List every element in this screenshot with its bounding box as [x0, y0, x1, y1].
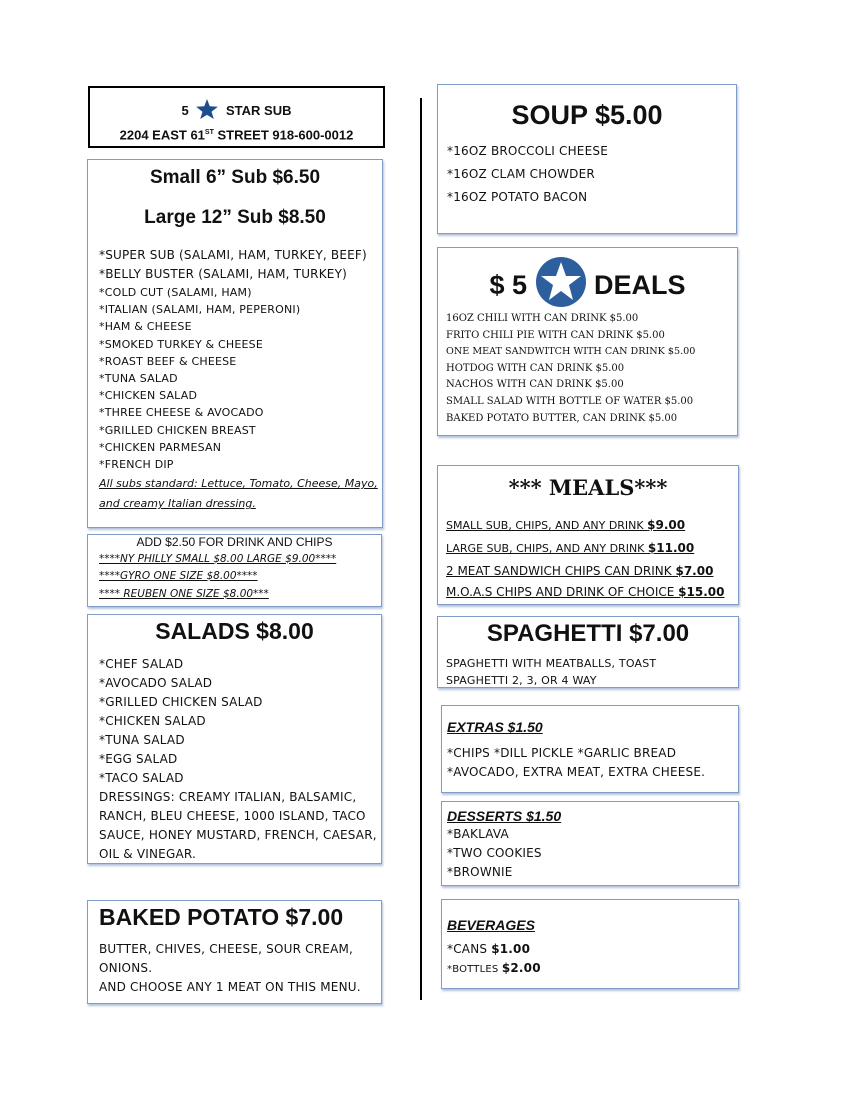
address-b: STREET 918-600-0012: [213, 127, 354, 143]
salad-item: *AVOCADO SALAD: [99, 676, 213, 690]
spaghetti-section: [437, 616, 739, 688]
extras-section: [441, 705, 739, 793]
cans-price: $1.00: [491, 942, 531, 956]
star-icon: [196, 99, 218, 124]
deal-item: HOTDOG WITH CAN DRINK $5.00: [446, 362, 625, 374]
sub-item: *TUNA SALAD: [99, 372, 178, 386]
salad-item: *EGG SALAD: [99, 752, 178, 766]
deals-title: [438, 256, 737, 310]
sub-item: *THREE CHEESE & AVOCADO: [99, 406, 264, 420]
baked-potato-line: BUTTER, CHIVES, CHEESE, SOUR CREAM,: [99, 942, 354, 956]
cans-label: *CANS: [447, 942, 492, 956]
meal-price: $7.00: [675, 564, 714, 578]
meal-text: SMALL SUB, CHIPS, AND ANY DRINK: [446, 519, 648, 532]
meal-price: $15.00: [678, 585, 725, 599]
header-box: [88, 86, 385, 148]
deal-item: NACHOS WITH CAN DRINK $5.00: [446, 379, 624, 391]
desserts-title: DESSERTS $1.50: [447, 808, 562, 824]
beverages-title: BEVERAGES: [447, 917, 535, 933]
dessert-item: *BAKLAVA: [447, 827, 509, 841]
sub-item: *SUPER SUB (SALAMI, HAM, TURKEY, BEEF): [99, 248, 367, 262]
beverage-cans: [447, 940, 738, 959]
deals-title-right: DEALS: [594, 270, 686, 300]
subs-big-list: [99, 246, 382, 284]
meal-item: [446, 537, 738, 560]
salad-item: *CHEF SALAD: [99, 657, 184, 671]
dressings-line: RANCH, BLEU CHEESE, 1000 ISLAND, TACO: [99, 809, 366, 823]
meal-text: 2 MEAT SANDWICH CHIPS CAN DRINK: [446, 564, 676, 578]
deal-item: BAKED POTATO BUTTER, CAN DRINK $5.00: [446, 412, 678, 424]
deal-item: SMALL SALAD WITH BOTTLE OF WATER $5.00: [446, 395, 694, 407]
spaghetti-line: SPAGHETTI WITH MEATBALLS, TOAST: [446, 657, 657, 670]
sub-item: *HAM & CHEESE: [99, 320, 192, 334]
salads-title: SALADS $8.00: [155, 618, 314, 644]
gyro-price: ****GYRO ONE SIZE $8.00****: [99, 570, 258, 582]
soup-item: *16OZ BROCCOLI CHEESE: [447, 144, 608, 158]
bottles-price: $2.00: [501, 961, 541, 975]
spaghetti-line: SPAGHETTI 2, 3, OR 4 WAY: [446, 674, 597, 688]
beverages-section: [441, 899, 739, 989]
salad-item: *TUNA SALAD: [99, 733, 185, 747]
meals-title: *** MEALS***: [508, 475, 668, 500]
extras-line: *CHIPS *DILL PICKLE *GARLIC BREAD: [447, 746, 677, 760]
baked-potato-title: BAKED POTATO $7.00: [99, 904, 344, 930]
deal-item: FRITO CHILI PIE WITH CAN DRINK $5.00: [446, 329, 665, 341]
subs-section: [87, 159, 383, 528]
soup-section: [437, 84, 737, 234]
address-sup: ST: [204, 129, 214, 136]
baked-potato-section: [87, 900, 382, 1004]
sub-item: *SMOKED TURKEY & CHEESE: [99, 337, 264, 351]
spaghetti-title: SPAGHETTI $7.00: [486, 620, 690, 647]
subs-note-1: All subs standard: Lettuce, Tomato, Cheese, Mayo,: [99, 477, 378, 491]
subs-list: [99, 284, 382, 473]
baked-potato-line: ONIONS.: [99, 961, 153, 975]
salad-item: *GRILLED CHICKEN SALAD: [99, 695, 263, 709]
sub-item: *ITALIAN (SALAMI, HAM, PEPERONI): [99, 303, 301, 317]
address-a: 2204 EAST 61: [119, 127, 205, 143]
beverage-bottles: [447, 959, 738, 979]
sub-item: *GRILLED CHICKEN BREAST: [99, 423, 256, 437]
meals-section: [437, 465, 739, 605]
addons-section: [87, 534, 382, 607]
sub-item: *COLD CUT (SALAMI, HAM): [99, 286, 252, 299]
meal-item: [446, 560, 738, 582]
sub-item: *CHICKEN PARMESAN: [99, 440, 222, 454]
meal-item: [446, 514, 738, 537]
large-sub-price: Large 12” Sub $8.50: [144, 207, 326, 228]
extras-line: *AVOCADO, EXTRA MEAT, EXTRA CHEESE.: [447, 765, 706, 779]
meal-item: [446, 582, 738, 602]
salad-item: *CHICKEN SALAD: [99, 714, 206, 728]
deal-item: ONE MEAT SANDWITCH WITH CAN DRINK $5.00: [446, 346, 696, 358]
bottles-label: *BOTTLES: [447, 964, 502, 975]
soup-item: *16OZ POTATO BACON: [447, 190, 588, 204]
soup-title: SOUP $5.00: [511, 100, 663, 130]
add-drink-chips: ADD $2.50 FOR DRINK AND CHIPS: [136, 535, 333, 549]
extras-title: EXTRAS $1.50: [447, 719, 543, 735]
salad-item: *TACO SALAD: [99, 771, 184, 785]
deal-item: 16OZ CHILI WITH CAN DRINK $5.00: [446, 313, 639, 324]
small-sub-price: Small 6” Sub $6.50: [149, 167, 321, 188]
sub-item: *FRENCH DIP: [99, 458, 174, 472]
salads-list: [99, 655, 381, 864]
star-icon: [535, 256, 587, 315]
subs-note-2: and creamy Italian dressing.: [99, 497, 256, 511]
salads-section: [87, 614, 382, 864]
dessert-item: *TWO COOKIES: [447, 846, 542, 860]
deals-section: [437, 247, 738, 436]
dressings-line: SAUCE, HONEY MUSTARD, FRENCH, CAESAR,: [99, 828, 377, 842]
restaurant-name-suffix: STAR SUB: [226, 102, 292, 118]
dressings-line: DRESSINGS: CREAMY ITALIAN, BALSAMIC,: [99, 790, 357, 804]
sub-item: *CHICKEN SALAD: [99, 389, 198, 403]
sub-item: *ROAST BEEF & CHEESE: [99, 354, 237, 368]
sub-item: *BELLY BUSTER (SALAMI, HAM, TURKEY): [99, 267, 347, 281]
meal-text: LARGE SUB, CHIPS, AND ANY DRINK: [446, 542, 648, 555]
meal-price: $11.00: [647, 541, 695, 555]
baked-potato-line: AND CHOOSE ANY 1 MEAT ON THIS MENU.: [99, 980, 361, 994]
philly-price: ****NY PHILLY SMALL $8.00 LARGE $9.00****: [99, 553, 337, 565]
desserts-section: [441, 801, 739, 886]
soup-item: *16OZ CLAM CHOWDER: [447, 167, 595, 181]
dessert-item: *BROWNIE: [447, 865, 513, 879]
meal-text: M.O.A.S CHIPS AND DRINK OF CHOICE: [446, 585, 679, 599]
deals-title-left: $ 5: [489, 270, 527, 300]
reuben-price: **** REUBEN ONE SIZE $8.00***: [99, 588, 269, 600]
column-divider: [420, 98, 422, 1000]
restaurant-name-prefix: 5: [181, 102, 189, 118]
meal-price: $9.00: [647, 518, 686, 532]
dressings-line: OIL & VINEGAR.: [99, 847, 196, 861]
